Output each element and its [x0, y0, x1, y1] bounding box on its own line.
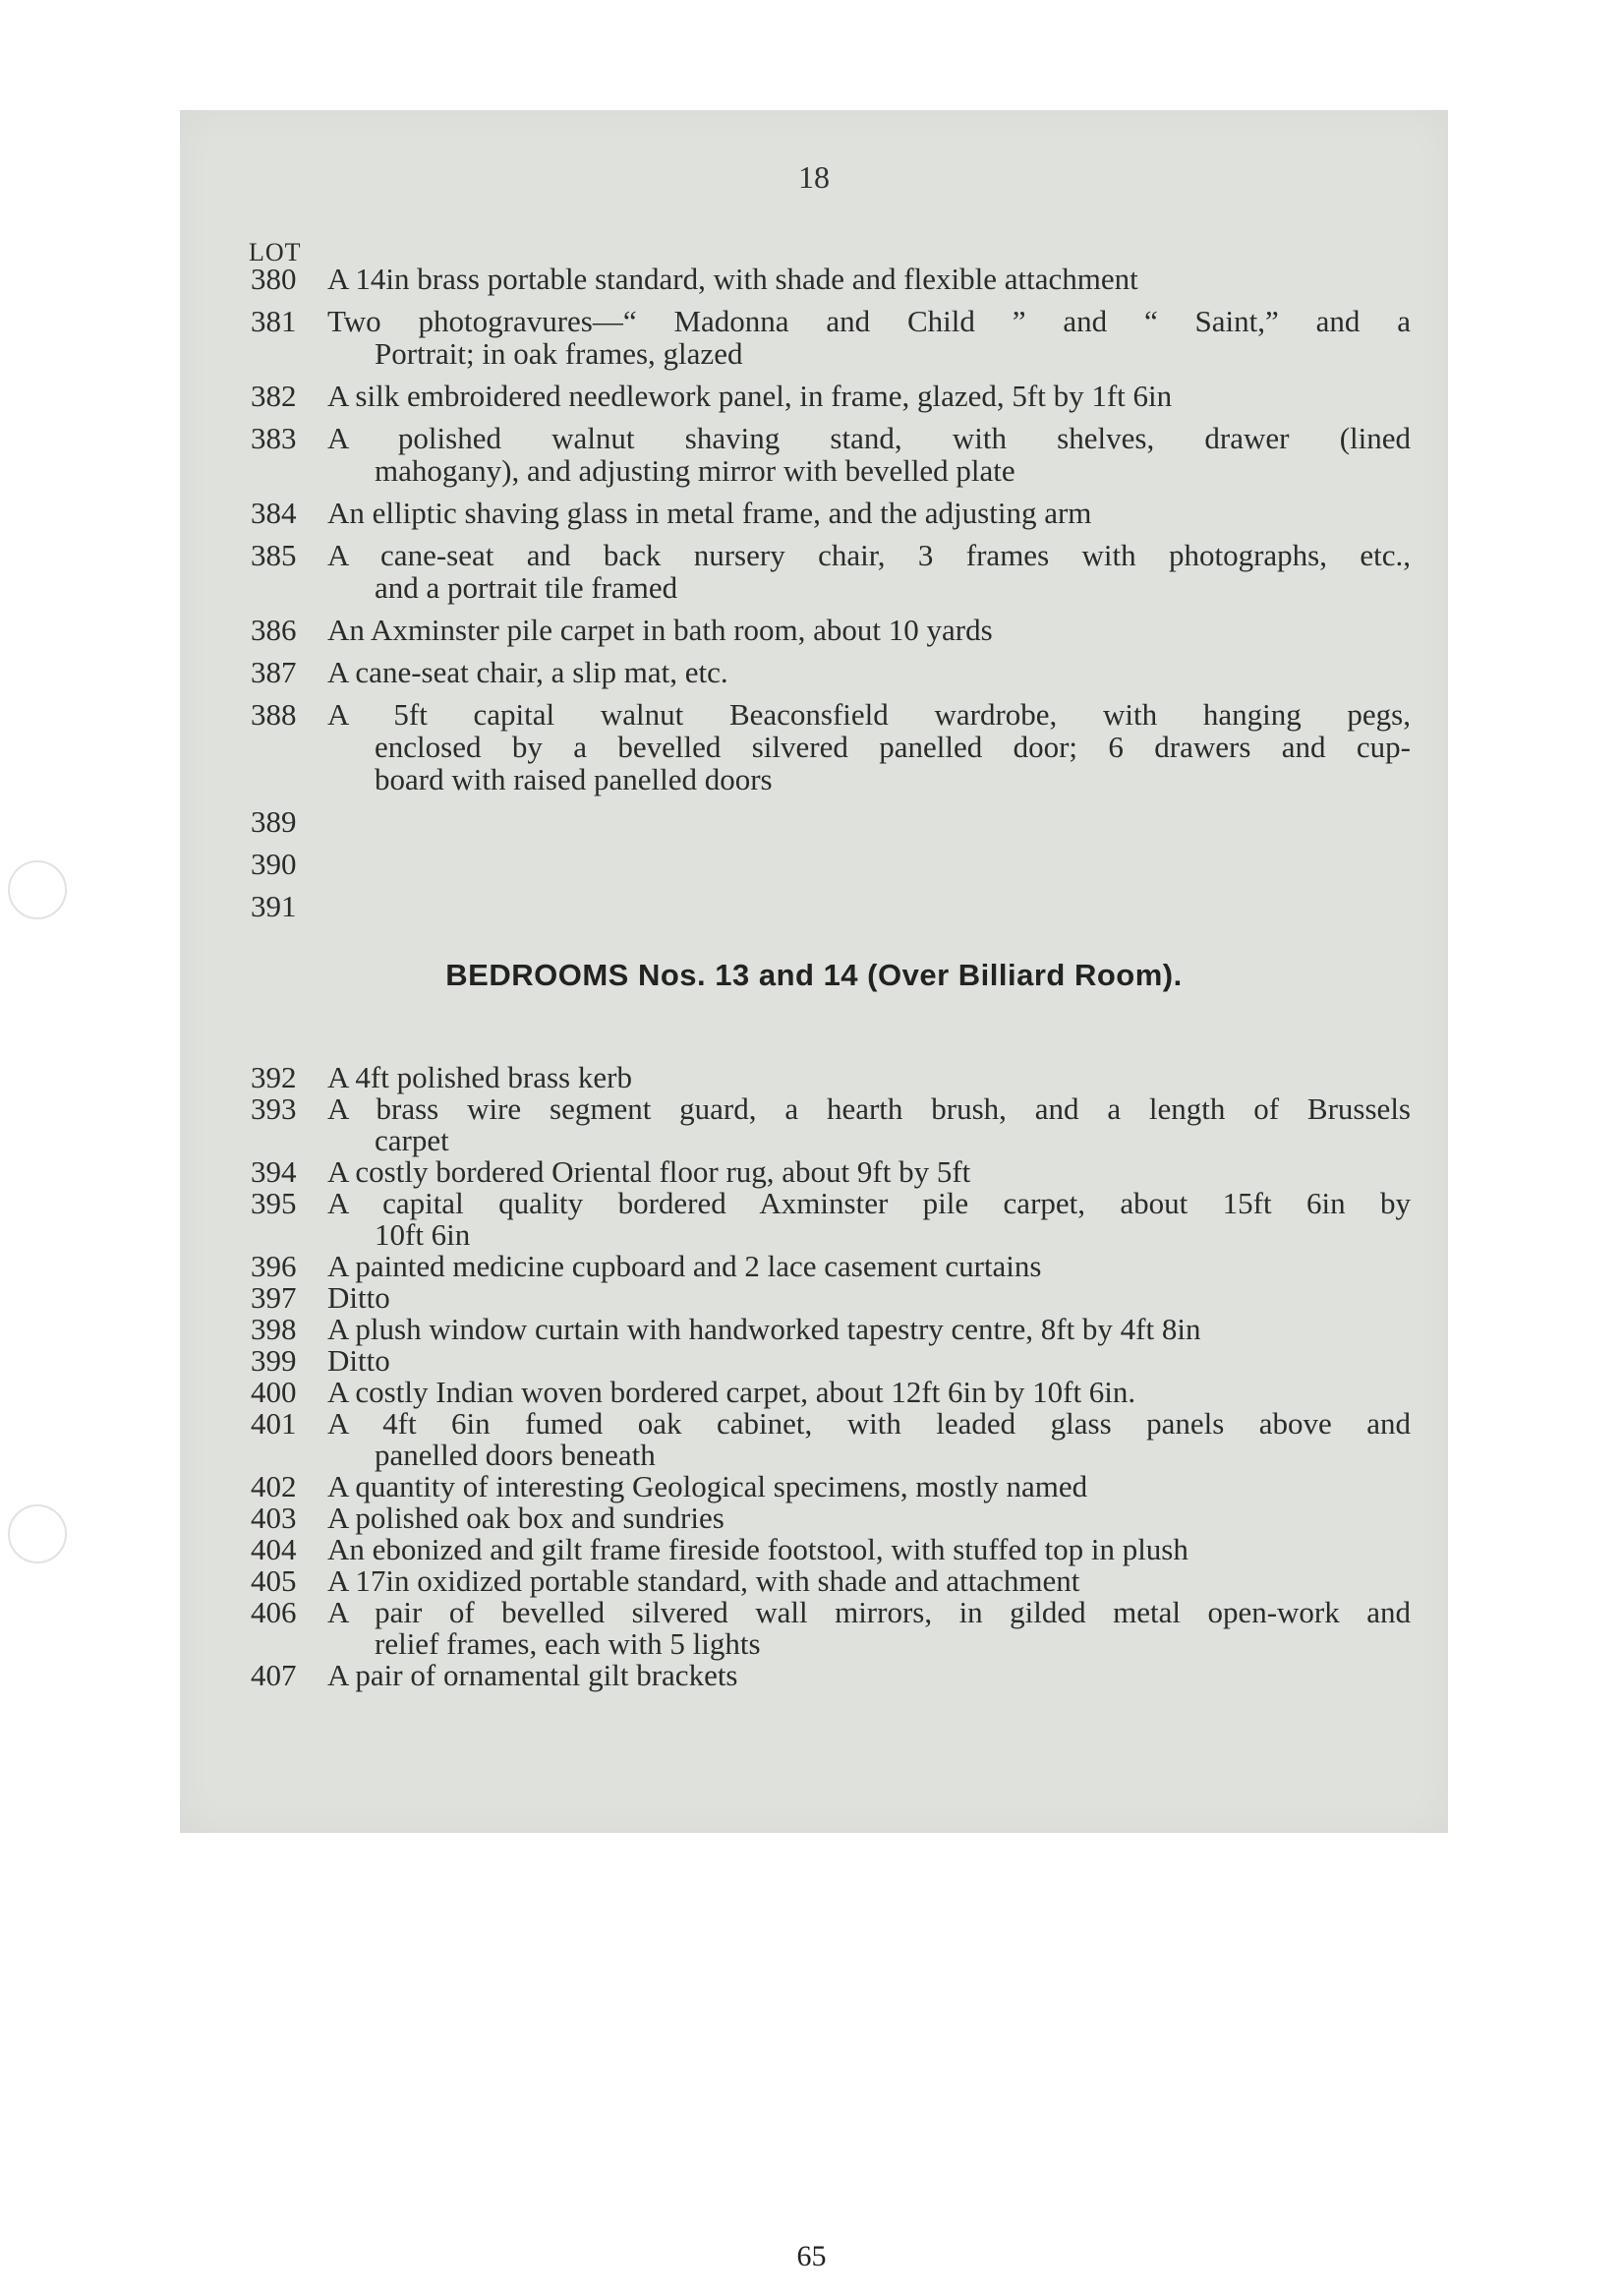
description-continuation: board with raised panelled doors	[375, 762, 773, 796]
description-continuation: relief frames, each with 5 lights	[375, 1626, 761, 1661]
description-line: A 4ft 6in fumed oak cabinet, with leaded glass panels above and	[327, 1406, 1411, 1441]
lot-description	[327, 1345, 1411, 1377]
description-line: A costly Indian woven bordered carpet, about 12ft 6in by 10ft 6in.	[327, 1375, 1136, 1409]
lot-entry	[251, 539, 1411, 604]
description-line: A pair of ornamental gilt brackets	[327, 1658, 738, 1692]
lot-entry	[251, 805, 1411, 838]
lot-description	[327, 1188, 1411, 1251]
lot-number: 400	[251, 1375, 297, 1409]
lot-number: 389	[251, 804, 297, 839]
lot-entry	[251, 1534, 1411, 1565]
description-line: An ebonized and gilt frame fireside footstool, with stuffed top in plush	[327, 1532, 1188, 1566]
lot-description	[327, 1471, 1411, 1502]
lot-entry	[251, 1062, 1411, 1093]
description-line: Two photogravures—“ Madonna and Child ” and “ Saint,” and a	[327, 304, 1411, 338]
description-line: A brass wire segment guard, a hearth brush, and a length of Brussels	[327, 1091, 1411, 1126]
lot-description	[327, 1156, 1411, 1188]
lot-entry	[251, 698, 1411, 795]
lot-entry	[251, 1471, 1411, 1502]
lot-description	[327, 1093, 1411, 1156]
description-line: A 14in brass portable standard, with shade and flexible attachment	[327, 262, 1138, 296]
lot-number: 391	[251, 889, 297, 923]
lot-entry	[251, 305, 1411, 370]
lot-number: 387	[251, 655, 297, 689]
description-continuation: panelled doors beneath	[375, 1438, 656, 1472]
lot-description	[327, 305, 1411, 370]
description-line	[327, 848, 1411, 880]
lot-number: 385	[251, 538, 297, 572]
description-line: A quantity of interesting Geological specimens, mostly named	[327, 1469, 1088, 1503]
description-line	[327, 890, 1411, 922]
description-line: A polished walnut shaving stand, with shelves, drawer (lined	[327, 421, 1411, 455]
description-line: A plush window curtain with handworked tapestry centre, 8ft by 4ft 8in	[327, 1312, 1201, 1346]
description-line: A cane-seat and back nursery chair, 3 frames with photographs, etc.,	[327, 538, 1411, 572]
lot-entry	[251, 614, 1411, 646]
lot-list-section-2	[251, 1062, 1411, 1691]
lot-entry	[251, 1377, 1411, 1408]
lot-number: 396	[251, 1249, 297, 1283]
catalogue-page	[180, 110, 1448, 1833]
lot-description	[327, 656, 1411, 688]
description-continuation: carpet	[375, 1123, 449, 1157]
lot-number: 407	[251, 1658, 297, 1692]
description-line: A cane-seat chair, a slip mat, etc.	[327, 655, 728, 689]
page-number-bottom: 65	[796, 2240, 827, 2272]
description-continuation: Portrait; in oak frames, glazed	[375, 336, 743, 371]
lot-description	[327, 539, 1411, 604]
lot-entry	[251, 1188, 1411, 1251]
description-line: A 5ft capital walnut Beaconsfield wardrobe, with hanging pegs,	[327, 697, 1411, 732]
lot-description	[327, 422, 1411, 487]
lot-description	[327, 1251, 1411, 1282]
description-line: A pair of bevelled silvered wall mirrors, in gilded metal open-work and	[327, 1595, 1411, 1629]
lot-description	[327, 1565, 1411, 1597]
lot-entry	[251, 1660, 1411, 1691]
lot-entry	[251, 380, 1411, 412]
lot-number: 401	[251, 1406, 297, 1441]
lot-number: 393	[251, 1091, 297, 1126]
lot-entry	[251, 1408, 1411, 1471]
punch-hole-bottom	[8, 1504, 67, 1563]
lot-description	[327, 1597, 1411, 1660]
description-continuation: and a portrait tile framed	[375, 570, 678, 605]
lot-description	[327, 614, 1411, 646]
description-continuation: enclosed by a bevelled silvered panelled door; 6 drawers and cup-	[375, 730, 1411, 764]
lot-number: 386	[251, 613, 297, 647]
lot-description	[327, 380, 1411, 412]
lot-entry	[251, 1314, 1411, 1345]
lot-description	[327, 1502, 1411, 1534]
lot-number: 399	[251, 1343, 297, 1378]
lot-description	[327, 497, 1411, 529]
lot-description	[327, 263, 1411, 295]
description-continuation: mahogany), and adjusting mirror with bevelled plate	[375, 453, 1015, 488]
lot-entry	[251, 1345, 1411, 1377]
lot-description	[327, 1660, 1411, 1691]
lot-number: 384	[251, 496, 297, 530]
section-heading: BEDROOMS Nos. 13 and 14 (Over Billiard Room).	[445, 958, 1183, 992]
lot-entry	[251, 422, 1411, 487]
lot-description	[327, 890, 1411, 922]
lot-description	[327, 1282, 1411, 1314]
description-line: A painted medicine cupboard and 2 lace casement curtains	[327, 1249, 1042, 1283]
description-line: A 4ft polished brass kerb	[327, 1060, 632, 1094]
description-line: A capital quality bordered Axminster pile carpet, about 15ft 6in by	[327, 1186, 1411, 1220]
lot-entry	[251, 1502, 1411, 1534]
description-line: An elliptic shaving glass in metal frame, and the adjusting arm	[327, 496, 1092, 530]
lot-description	[327, 1062, 1411, 1093]
lot-number: 390	[251, 847, 297, 881]
description-line: A silk embroidered needlework panel, in frame, glazed, 5ft by 1ft 6in	[327, 379, 1173, 413]
lot-description	[327, 1534, 1411, 1565]
lot-description	[327, 1408, 1411, 1471]
description-line	[327, 805, 1411, 838]
description-line: A costly bordered Oriental floor rug, about 9ft by 5ft	[327, 1154, 971, 1189]
lot-entry	[251, 890, 1411, 922]
lot-number: 388	[251, 697, 297, 732]
lot-number: 405	[251, 1563, 297, 1598]
punch-hole-top	[8, 860, 67, 919]
lot-number: 402	[251, 1469, 297, 1503]
lot-entry	[251, 1093, 1411, 1156]
lot-number: 395	[251, 1186, 297, 1220]
description-continuation: 10ft 6in	[375, 1217, 471, 1252]
lot-entry	[251, 497, 1411, 529]
lot-number: 397	[251, 1280, 297, 1315]
lot-entry	[251, 848, 1411, 880]
lot-description	[327, 698, 1411, 795]
lot-column-header: LOT	[249, 238, 302, 266]
lot-entry	[251, 263, 1411, 295]
lot-number: 383	[251, 421, 297, 455]
description-line: A 17in oxidized portable standard, with shade and attachment	[327, 1563, 1080, 1598]
lot-number: 403	[251, 1501, 297, 1535]
lot-entry	[251, 656, 1411, 688]
lot-entry	[251, 1156, 1411, 1188]
description-line: Ditto	[327, 1280, 390, 1315]
lot-number: 380	[251, 262, 297, 296]
lot-number: 406	[251, 1595, 297, 1629]
lot-number: 392	[251, 1060, 297, 1094]
lot-entry	[251, 1251, 1411, 1282]
lot-number: 404	[251, 1532, 297, 1566]
description-line: An Axminster pile carpet in bath room, about 10 yards	[327, 613, 993, 647]
lot-list-section-1	[251, 263, 1411, 932]
description-line: A polished oak box and sundries	[327, 1501, 725, 1535]
lot-description	[327, 848, 1411, 880]
lot-number: 398	[251, 1312, 297, 1346]
page-number-top: 18	[798, 159, 830, 195]
lot-description	[327, 805, 1411, 838]
lot-number: 394	[251, 1154, 297, 1189]
lot-number: 381	[251, 304, 297, 338]
lot-number: 382	[251, 379, 297, 413]
lot-entry	[251, 1565, 1411, 1597]
lot-entry	[251, 1597, 1411, 1660]
lot-entry	[251, 1282, 1411, 1314]
lot-description	[327, 1377, 1411, 1408]
lot-description	[327, 1314, 1411, 1345]
description-line: Ditto	[327, 1343, 390, 1378]
